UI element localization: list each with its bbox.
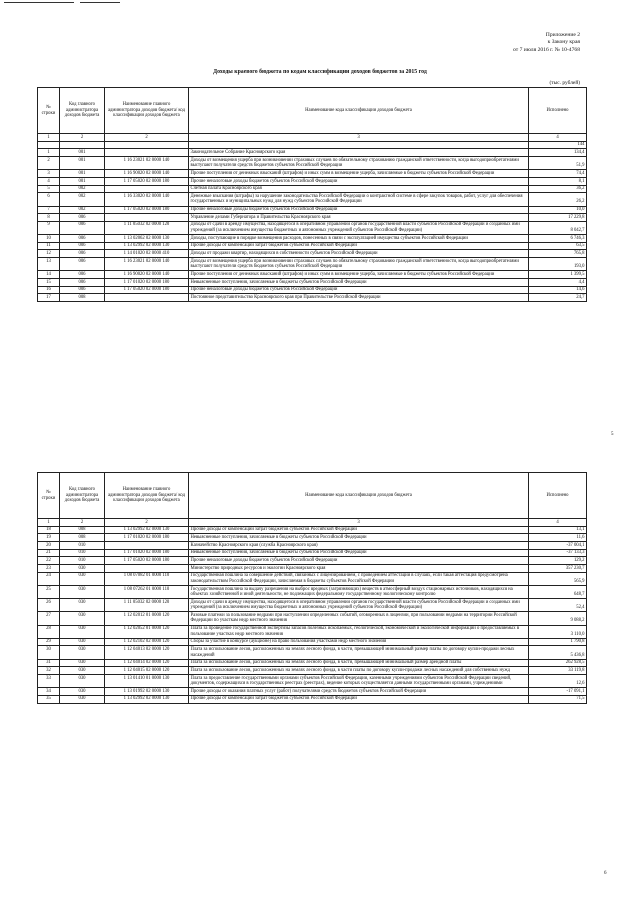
classification-name-cell: Государственная пошлина за совершение действий, связанных с лицензированием, с проведением аттестации в случаях, если такая аттестация предусмотрена законодательством Российской Федерации, зачисляемая в бюджеты субъектов Российской Федерации (189, 572, 529, 585)
revenue-table-page-2 (37, 472, 587, 704)
classification-name-cell: Невыясненные поступления, зачисляемые в бюджеты субъектов Российской Федерации (189, 549, 529, 557)
executed-amount-cell: 8,1 (529, 177, 587, 185)
table-row (38, 599, 587, 612)
row-number-cell: 22 (38, 557, 60, 565)
classification-code-cell: 1 14 01020 02 0000 410 (105, 250, 189, 258)
column-number: 4 (529, 134, 587, 142)
admin-code-cell: 030 (60, 667, 105, 675)
column-number: 1 (38, 519, 60, 527)
executed-amount-cell: 13,1 (529, 526, 587, 534)
executed-amount-cell: 8 042,7 (529, 221, 587, 234)
executed-amount-cell: 74,4 (529, 170, 587, 178)
row-number-cell: 19 (38, 534, 60, 542)
column-number: 2 (105, 519, 189, 527)
classification-name-cell: Прочие поступления от денежных взысканий (штрафов) и иных сумм в возмещение ущерба, зачисляемые в бюджеты субъектов Российской Федерации (189, 271, 529, 279)
admin-code-cell: 002 (60, 193, 105, 206)
table-row (38, 695, 587, 703)
classification-name-cell: Законодательное Собрание Красноярского края (189, 149, 529, 157)
row-number-cell: 31 (38, 659, 60, 667)
admin-code-cell: 030 (60, 586, 105, 599)
executed-amount-cell: 63,5 (529, 242, 587, 250)
admin-code-cell: 008 (60, 294, 105, 302)
classification-code-cell: 1 17 05020 02 0000 180 (105, 206, 189, 214)
row-number-cell: 14 (38, 271, 60, 279)
classification-code-cell: 1 16 90020 02 0000 140 (105, 271, 189, 279)
classification-name-cell: Прочие доходы от оказания платных услуг (работ) получателями средств бюджетов субъектов Российской Федерации (189, 688, 529, 696)
row-number-cell: 18 (38, 526, 60, 534)
column-number-row (38, 519, 587, 527)
table-row (38, 279, 587, 287)
header-admin-name: Наименование главного администратора доходов бюджета/ код классификации доходов бюджета (105, 473, 189, 519)
admin-code-cell: 008 (60, 534, 105, 542)
classification-code-cell: 1 13 02992 02 0000 130 (105, 526, 189, 534)
admin-code-cell: 006 (60, 250, 105, 258)
revenue-table-page-1 (37, 87, 587, 302)
classification-code-cell: 1 12 02102 02 0000 120 (105, 638, 189, 646)
table-header-row (38, 473, 587, 519)
classification-name-cell: Невыясненные поступления, зачисляемые в бюджеты субъектов Российской Федерации (189, 279, 529, 287)
executed-amount-cell: 765,8 (529, 250, 587, 258)
executed-amount-cell: 24,7 (529, 294, 587, 302)
row-number-cell (38, 141, 60, 149)
executed-amount-cell: 144 (529, 141, 587, 149)
classification-name-cell: Постоянное представительство Красноярского края при Правительстве Российской Федерации (189, 294, 529, 302)
executed-amount-cell: 193,0 (529, 258, 587, 271)
table-row (38, 586, 587, 599)
admin-code-cell: 030 (60, 565, 105, 573)
row-number-cell: 8 (38, 214, 60, 222)
admin-code-cell: 006 (60, 279, 105, 287)
table-row (38, 659, 587, 667)
classification-name-cell: Прочие неналоговые доходы бюджетов субъектов Российской Федерации (189, 206, 529, 214)
appendix-line-3: от 7 июля 2016 г. № 10-4768 (513, 46, 580, 53)
table-row (38, 565, 587, 573)
table-row (38, 612, 587, 625)
column-number: 3 (189, 519, 529, 527)
table-row (38, 221, 587, 234)
row-number-cell: 29 (38, 638, 60, 646)
table-body (38, 526, 587, 703)
classification-name-cell: Казначейство Красноярского края (служба Красноярского края) (189, 542, 529, 550)
row-number-cell: 33 (38, 675, 60, 688)
classification-name-cell: Министерство природных ресурсов и экологии Красноярского края (189, 565, 529, 573)
row-number-cell: 21 (38, 549, 60, 557)
classification-code-cell: 1 12 04015 02 0000 120 (105, 667, 189, 675)
units-label: (тыс. рублей) (549, 80, 580, 86)
document-title: Доходы краевого бюджета по кодам классификации доходов бюджетов за 2015 год (213, 69, 427, 75)
admin-code-cell: 030 (60, 646, 105, 659)
column-number: 3 (189, 134, 529, 142)
classification-name-cell: Счетная палата Красноярского края (189, 185, 529, 193)
column-number: 2 (105, 134, 189, 142)
classification-code-cell (105, 185, 189, 193)
executed-amount-cell: 51,9 (529, 157, 587, 170)
executed-amount-cell: 26,2 (529, 193, 587, 206)
table-row (38, 667, 587, 675)
row-number-cell: 28 (38, 625, 60, 638)
classification-code-cell (105, 294, 189, 302)
classification-name-cell: Доходы от продажи квартир, находящихся в собственности субъектов Российской Федерации (189, 250, 529, 258)
admin-code-cell: 030 (60, 695, 105, 703)
classification-code-cell: 1 12 02012 01 0000 120 (105, 612, 189, 625)
page-number: 6 (604, 871, 607, 876)
table-row (38, 675, 587, 688)
admin-code-cell: 002 (60, 206, 105, 214)
row-number-cell: 7 (38, 206, 60, 214)
row-number-cell: 16 (38, 286, 60, 294)
executed-amount-cell: 17 229,8 (529, 214, 587, 222)
admin-code-cell: 006 (60, 214, 105, 222)
header-executed: Исполнено (529, 88, 587, 134)
classification-name-cell: Плата за использование лесов, расположенных на землях лесного фонда, в части платы по договору купли-продажи лесных насаждений для собственных нужд (189, 667, 529, 675)
row-number-cell: 11 (38, 242, 60, 250)
admin-code-cell: 030 (60, 572, 105, 585)
table-row (38, 206, 587, 214)
row-number-cell: 35 (38, 695, 60, 703)
table-row (38, 638, 587, 646)
classification-code-cell: 1 08 07082 01 0000 110 (105, 572, 189, 585)
classification-name-cell: Плата за проведение государственной экспертизы запасов полезных ископаемых, геологической, экономической и экологической информации о предоставляемых в пользование участках недр местного значения (189, 625, 529, 638)
executed-amount-cell: -37 004,1 (529, 542, 587, 550)
classification-name-cell: Государственная пошлина за выдачу разрешения на выброс вредных (загрязняющих) веществ в атмосферный воздух стационарных источников, находящихся на объектах хозяйственной и иной деятельности, не подлежащих федеральному государственному экологическому контролю (189, 586, 529, 599)
classification-name-cell: Плата за использование лесов, расположенных на землях лесного фонда, в части, превышающей минимальный размер платы по договору купли-продажи лесных насаждений (189, 646, 529, 659)
admin-code-cell: 010 (60, 542, 105, 550)
row-number-cell: 34 (38, 688, 60, 696)
classification-name-cell (189, 141, 529, 149)
classification-code-cell (105, 149, 189, 157)
table-row (38, 185, 587, 193)
row-number-cell: 30 (38, 646, 60, 659)
admin-code-cell: 030 (60, 659, 105, 667)
classification-code-cell (105, 214, 189, 222)
appendix-line-1: Приложение 2 (545, 32, 580, 38)
row-number-cell: 13 (38, 258, 60, 271)
table-row (38, 542, 587, 550)
row-number-cell: 9 (38, 221, 60, 234)
header-classification-name: Наименование кода классификации доходов бюджета (189, 473, 529, 519)
executed-amount-cell: 14,6 (529, 286, 587, 294)
executed-amount-cell: 565,9 (529, 572, 587, 585)
classification-name-cell: Доходы от возмещения ущерба при возникновении страховых случаев по обязательному страхованию гражданской ответственности, когда выгодоприобретателями выступают получатели средств бюджетов субъектов Российской Федерации (189, 258, 529, 271)
admin-code-cell: 006 (60, 271, 105, 279)
table-row (38, 235, 587, 243)
table-row (38, 250, 587, 258)
classification-code-cell: 1 12 02052 01 0000 120 (105, 625, 189, 638)
header-row-number: № строки (38, 88, 60, 134)
admin-code-cell: 008 (60, 526, 105, 534)
row-number-cell: 3 (38, 170, 60, 178)
table-row (38, 170, 587, 178)
classification-name-cell: Плата за использование лесов, расположенных на землях лесного фонда, в части, превышающей минимальный размер арендной платы (189, 659, 529, 667)
admin-code-cell: 006 (60, 221, 105, 234)
classification-name-cell: Разовые платежи за пользование недрами при наступлении определенных событий, оговоренных в лицензии, при пользовании недрами на территории Российской Федерации по участкам недр местного значения (189, 612, 529, 625)
admin-code-cell: 030 (60, 625, 105, 638)
executed-amount-cell: 129,2 (529, 557, 587, 565)
classification-code-cell: 1 16 90020 02 0000 140 (105, 170, 189, 178)
table-row (38, 534, 587, 542)
classification-code-cell: 1 11 05032 02 0000 120 (105, 599, 189, 612)
executed-amount-cell: 12,6 (529, 675, 587, 688)
table-row (38, 258, 587, 271)
classification-code-cell (105, 141, 189, 149)
column-number-row (38, 134, 587, 142)
classification-name-cell: Прочие неналоговые доходы бюджетов субъектов Российской Федерации (189, 286, 529, 294)
admin-code-cell: 010 (60, 549, 105, 557)
executed-amount-cell: 33 119,8 (529, 667, 587, 675)
row-number-cell: 15 (38, 279, 60, 287)
classification-code-cell: 1 13 01992 02 0000 130 (105, 688, 189, 696)
classification-name-cell: Доходы от возмещения ущерба при возникновении страховых случаев по обязательному страхованию гражданской ответственности, когда выгодоприобретателями выступают получатели средств бюджетов субъектов Российской Федерации (189, 157, 529, 170)
classification-name-cell: Прочие доходы от компенсации затрат бюджетов субъектов Российской Федерации (189, 242, 529, 250)
classification-code-cell: 1 16 23021 02 0000 140 (105, 258, 189, 271)
classification-name-cell: Сборы за участие в конкурсе (аукционе) на право пользования участками недр местного значения (189, 638, 529, 646)
classification-code-cell: 1 12 04014 02 0000 120 (105, 659, 189, 667)
classification-code-cell: 1 13 02992 02 0000 130 (105, 242, 189, 250)
column-number: 2 (60, 134, 105, 142)
table-row (38, 214, 587, 222)
classification-code-cell (105, 542, 189, 550)
table-row (38, 177, 587, 185)
executed-amount-cell: 10,0 (529, 206, 587, 214)
table-body (38, 141, 587, 301)
table-row (38, 193, 587, 206)
executed-amount-cell: 5 436,8 (529, 646, 587, 659)
admin-code-cell: 006 (60, 286, 105, 294)
classification-code-cell: 1 13 02992 02 0000 130 (105, 695, 189, 703)
row-number-cell: 10 (38, 235, 60, 243)
admin-code-cell: 006 (60, 258, 105, 271)
classification-code-cell: 1 13 02062 02 0000 130 (105, 235, 189, 243)
admin-code-cell: 006 (60, 242, 105, 250)
classification-name-cell: Прочие неналоговые доходы бюджетов субъектов Российской Федерации (189, 177, 529, 185)
admin-code-cell: 001 (60, 177, 105, 185)
classification-name-cell: Прочие доходы от компенсации затрат бюджетов субъектов Российской Федерации (189, 526, 529, 534)
executed-amount-cell: 134,4 (529, 149, 587, 157)
executed-amount-cell: 648,7 (529, 586, 587, 599)
executed-amount-cell: 357 230,7 (529, 565, 587, 573)
admin-code-cell: 030 (60, 688, 105, 696)
classification-name-cell: Доходы от сдачи в аренду имущества, находящегося в оперативном управлении органов государственной власти субъектов Российской Федерации и созданных ими учреждений (за исключением имущества бюджетных и автономных учреждений субъектов Российской Федерации) (189, 221, 529, 234)
row-number-cell: 1 (38, 149, 60, 157)
table-row (38, 242, 587, 250)
header-admin-code: Код главного администратора доходов бюджета (60, 473, 105, 519)
classification-code-cell: 1 17 01020 02 0000 180 (105, 279, 189, 287)
classification-name-cell: Прочие поступления от денежных взысканий (штрафов) и иных сумм в возмещение ущерба, зачисляемые в бюджеты субъектов Российской Федерации (189, 170, 529, 178)
header-admin-name: Наименование главного администратора доходов бюджета/ код классификации доходов бюджета (105, 88, 189, 134)
header-admin-code: Код главного администратора доходов бюджета (60, 88, 105, 134)
classification-code-cell: 1 17 05020 02 0000 180 (105, 177, 189, 185)
table-row (38, 141, 587, 149)
admin-code-cell: 001 (60, 157, 105, 170)
classification-code-cell: 1 08 07262 01 0000 110 (105, 586, 189, 599)
table-row (38, 646, 587, 659)
table-row (38, 688, 587, 696)
admin-code-cell: 001 (60, 149, 105, 157)
table-row (38, 294, 587, 302)
row-number-cell: 25 (38, 586, 60, 599)
classification-name-cell: Прочие неналоговые доходы бюджетов субъектов Российской Федерации (189, 557, 529, 565)
row-number-cell: 4 (38, 177, 60, 185)
row-number-cell: 23 (38, 565, 60, 573)
executed-amount-cell: 1 790,8 (529, 638, 587, 646)
row-number-cell: 32 (38, 667, 60, 675)
classification-code-cell: 1 17 05020 02 0000 180 (105, 557, 189, 565)
row-number-cell: 6 (38, 193, 60, 206)
classification-name-cell: Доходы, поступающие в порядке возмещения расходов, понесенных в связи с эксплуатацией имущества субъектов Российской Федерации (189, 235, 529, 243)
table-row (38, 549, 587, 557)
admin-code-cell: 030 (60, 599, 105, 612)
table-row (38, 572, 587, 585)
table-header-row (38, 88, 587, 134)
admin-code-cell: 006 (60, 235, 105, 243)
executed-amount-cell: 1 399,5 (529, 271, 587, 279)
classification-code-cell: 1 12 04013 02 0000 120 (105, 646, 189, 659)
admin-code-cell: 001 (60, 170, 105, 178)
executed-amount-cell: 6 746,3 (529, 235, 587, 243)
table-row (38, 149, 587, 157)
row-number-cell: 20 (38, 542, 60, 550)
table-row (38, 625, 587, 638)
header-classification-name: Наименование кода классификации доходов бюджета (189, 88, 529, 134)
classification-code-cell: 1 11 05032 02 0000 120 (105, 221, 189, 234)
executed-amount-cell: 71,5 (529, 695, 587, 703)
executed-amount-cell: 11,6 (529, 534, 587, 542)
classification-name-cell: Управление делами Губернатора и Правительства Красноярского края (189, 214, 529, 222)
column-number: 4 (529, 519, 587, 527)
row-number-cell: 17 (38, 294, 60, 302)
top-rule-left (4, 2, 74, 3)
admin-code-cell (60, 141, 105, 149)
classification-name-cell: Прочие доходы от компенсации затрат бюджетов субъектов Российской Федерации (189, 695, 529, 703)
admin-code-cell: 030 (60, 638, 105, 646)
table-row (38, 157, 587, 170)
row-number-cell: 27 (38, 612, 60, 625)
admin-code-cell: 010 (60, 557, 105, 565)
admin-code-cell: 030 (60, 675, 105, 688)
classification-code-cell: 1 13 01410 01 0000 130 (105, 675, 189, 688)
row-number-cell: 26 (38, 599, 60, 612)
classification-code-cell: 1 16 23021 02 0000 140 (105, 157, 189, 170)
executed-amount-cell: -17 091,1 (529, 688, 587, 696)
executed-amount-cell: 262 928,5 (529, 659, 587, 667)
classification-name-cell: Невыясненные поступления, зачисляемые в бюджеты субъектов Российской Федерации (189, 534, 529, 542)
row-number-cell: 2 (38, 157, 60, 170)
table-row (38, 526, 587, 534)
admin-code-cell: 002 (60, 185, 105, 193)
classification-code-cell: 1 17 01020 02 0000 180 (105, 549, 189, 557)
table-row (38, 271, 587, 279)
executed-amount-cell: 36,2 (529, 185, 587, 193)
classification-code-cell (105, 565, 189, 573)
appendix-line-2: к Закону края (547, 39, 580, 46)
classification-code-cell: 1 16 33020 02 0000 140 (105, 193, 189, 206)
header-executed: Исполнено (529, 473, 587, 519)
row-number-cell: 5 (38, 185, 60, 193)
page-number: 5 (611, 432, 614, 437)
header-row-number: № строки (38, 473, 60, 519)
classification-code-cell: 1 17 05020 02 0000 180 (105, 286, 189, 294)
classification-code-cell: 1 17 01020 02 0000 180 (105, 534, 189, 542)
executed-amount-cell: 9 088,2 (529, 612, 587, 625)
column-number: 2 (60, 519, 105, 527)
executed-amount-cell: -37 133,3 (529, 549, 587, 557)
top-rule-right (80, 2, 120, 3)
table-row (38, 557, 587, 565)
executed-amount-cell: 3 110,0 (529, 625, 587, 638)
column-number: 1 (38, 134, 60, 142)
classification-name-cell: Доходы от сдачи в аренду имущества, находящегося в оперативном управлении органов государственной власти субъектов Российской Федерации и созданных ими учреждений (за исключением имущества бюджетных и автономных учреждений субъектов Российской Федерации) (189, 599, 529, 612)
classification-name-cell: Денежные взыскания (штрафы) за нарушение законодательства Российской Федерации о контрактной системе в сфере закупок товаров, работ, услуг для обеспечения государственных и муниципальных нужд для нужд субъектов Российской Федерации (189, 193, 529, 206)
appendix-block (513, 32, 580, 54)
executed-amount-cell: 52,4 (529, 599, 587, 612)
executed-amount-cell: 4,4 (529, 279, 587, 287)
row-number-cell: 12 (38, 250, 60, 258)
admin-code-cell: 030 (60, 612, 105, 625)
table-row (38, 286, 587, 294)
classification-name-cell: Плата за предоставление государственными органами субъектов Российской Федерации, казенными учреждениями субъектов Российской Федерации сведений, документов, содержащихся в государственных реестрах (реестрах), ведение которых осуществляется данными государственными органами, учреждениями (189, 675, 529, 688)
row-number-cell: 24 (38, 572, 60, 585)
